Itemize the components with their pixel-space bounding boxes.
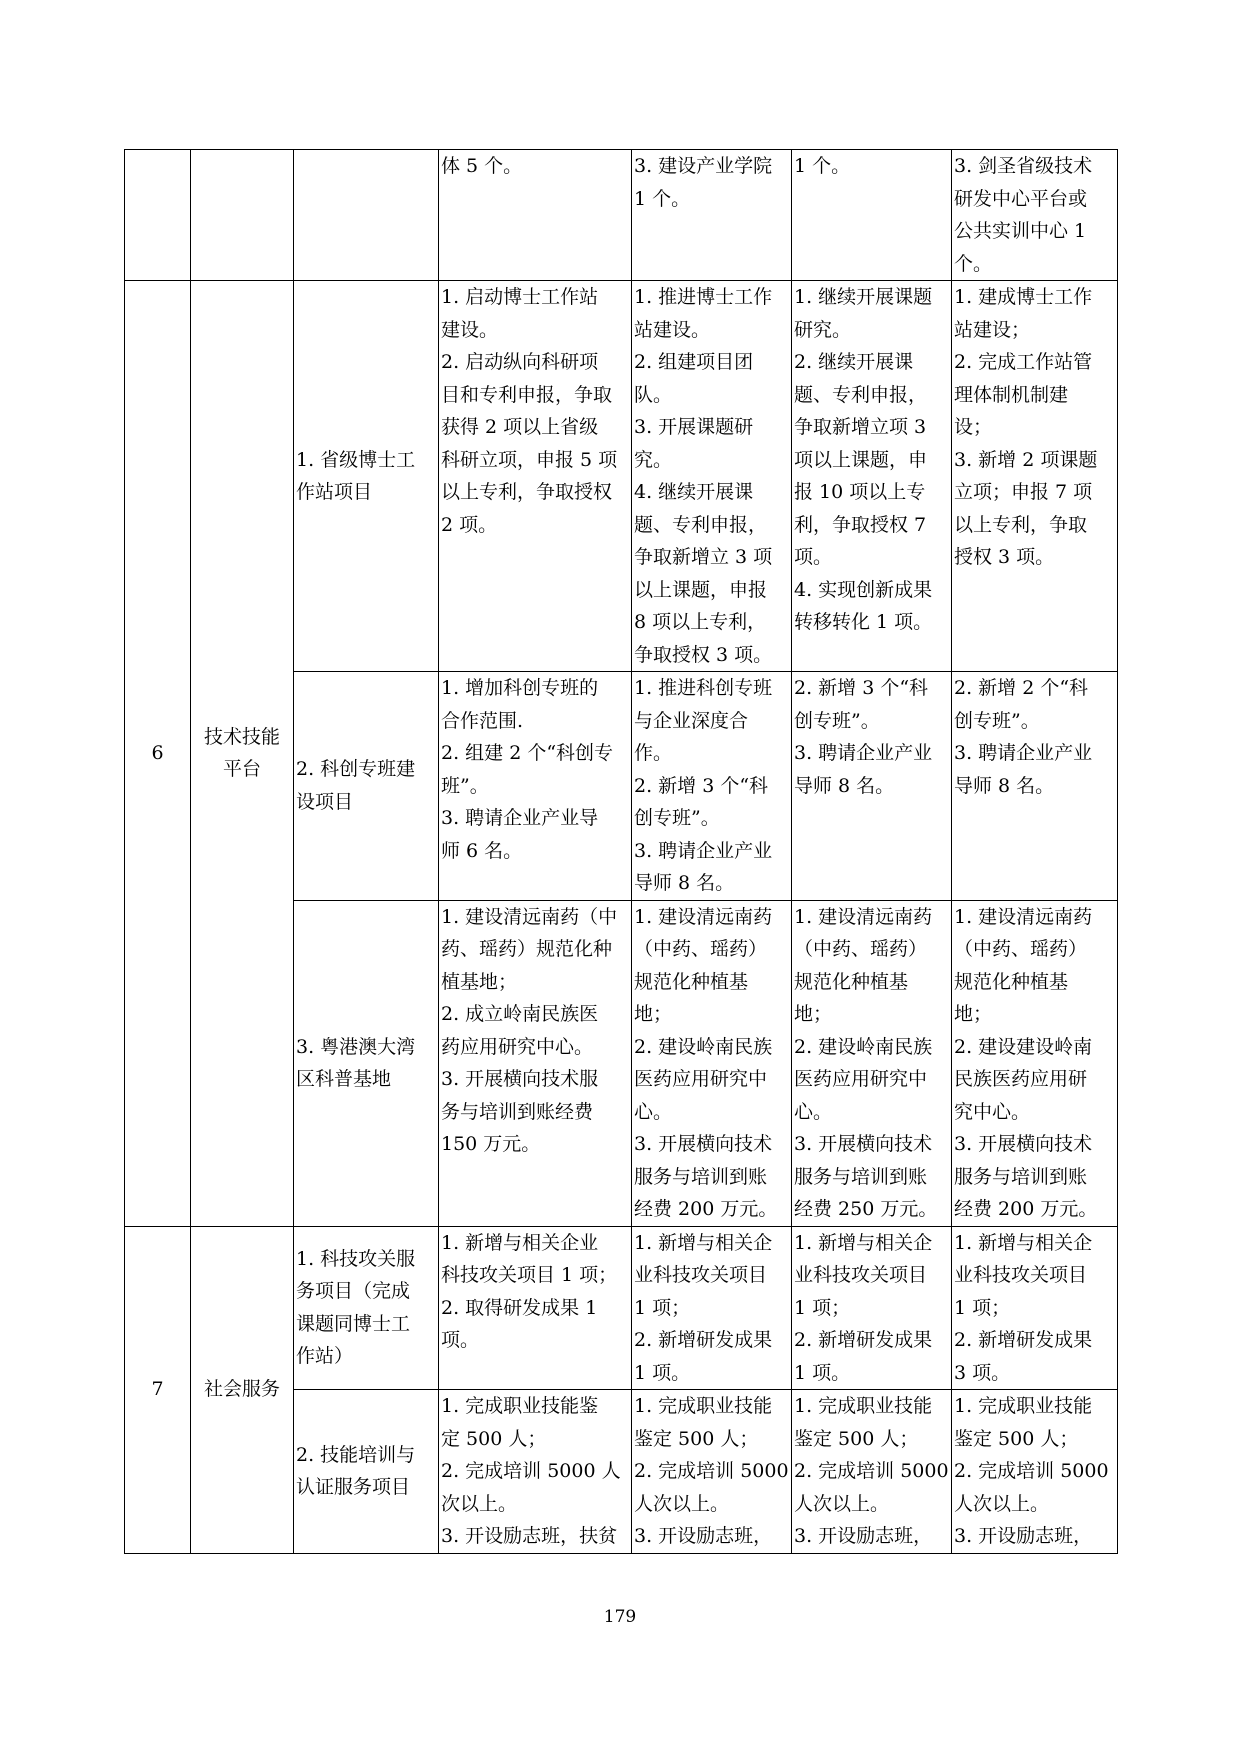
cell-text: 1. 继续开展课题 研究。 2. 继续开展课 题、专利申报， 争取新增立项 3 项以上课题，申 报 10 项以上专 利，争取授权 7 项。 4. 实现创新成果 转移转化 1 项。 — [792, 281, 952, 672]
cell-text: 1 个。 — [792, 150, 952, 281]
cell-text: 2. 新增 2 个“科 创专班”。 3. 聘请企业产业 导师 8 名。 — [952, 672, 1118, 901]
cell-text: 1. 新增与相关企 业科技攻关项目 1 项； 2. 新增研发成果 1 项。 — [632, 1226, 792, 1390]
table-row — [125, 150, 1118, 281]
cell-num: 7 — [125, 1226, 191, 1553]
cell-text: 1. 推进科创专班 与企业深度合 作。 2. 新增 3 个“科 创专班”。 3. 聘请企业产业 导师 8 名。 — [632, 672, 792, 901]
cell-text: 1. 完成职业技能鉴 定 500 人； 2. 完成培训 5000 人 次以上。 3. 开设励志班，扶贫 — [439, 1390, 632, 1554]
cell-text: 3. 建设产业学院 1 个。 — [632, 150, 792, 281]
cell-text: 1. 建设清远南药 （中药、瑶药） 规范化种植基 地； 2. 建设建设岭南 民族医药应用研 究中心。 3. 开展横向技术 服务与培训到账 经费 200 万元。 — [952, 900, 1118, 1226]
table-row — [125, 1226, 1118, 1390]
cell-text: 1. 建成博士工作 站建设； 2. 完成工作站管 理体制机制建 设； 3. 新增 2 项课题 立项；申报 7 项 以上专利，争取 授权 3 项。 — [952, 281, 1118, 672]
cell-project: 2. 科创专班建 设项目 — [294, 672, 439, 901]
cell-project: 1. 科技攻关服 务项目（完成 课题同博士工 作站） — [294, 1226, 439, 1390]
cell-text: 1. 新增与相关企业 科技攻关项目 1 项； 2. 取得研发成果 1 项。 — [439, 1226, 632, 1390]
cell-text: 1. 建设清远南药 （中药、瑶药） 规范化种植基 地； 2. 建设岭南民族 医药应用研究中 心。 3. 开展横向技术 服务与培训到账 经费 200 万元。 — [632, 900, 792, 1226]
cell-text: 1. 完成职业技能 鉴定 500 人； 2. 完成培训 5000 人次以上。 3. 开设励志班， — [792, 1390, 952, 1554]
cell-text: 1. 建设清远南药 （中药、瑶药） 规范化种植基 地； 2. 建设岭南民族 医药应用研究中 心。 3. 开展横向技术 服务与培训到账 经费 250 万元。 — [792, 900, 952, 1226]
cell-text: 1. 增加科创专班的 合作范围. 2. 组建 2 个“科创专 班”。 3. 聘请企业产业导 师 6 名。 — [439, 672, 632, 901]
cell-category: 社会服务 — [191, 1226, 294, 1553]
cell-category — [191, 150, 294, 281]
table-row — [125, 281, 1118, 672]
cell-text: 2. 新增 3 个“科 创专班”。 3. 聘请企业产业 导师 8 名。 — [792, 672, 952, 901]
cell-text: 体 5 个。 — [439, 150, 632, 281]
cell-project: 1. 省级博士工 作站项目 — [294, 281, 439, 672]
cell-project: 2. 技能培训与 认证服务项目 — [294, 1390, 439, 1554]
cell-text: 1. 完成职业技能 鉴定 500 人； 2. 完成培训 5000 人次以上。 3. 开设励志班， — [632, 1390, 792, 1554]
cell-num — [125, 150, 191, 281]
cell-text: 1. 新增与相关企 业科技攻关项目 1 项； 2. 新增研发成果 3 项。 — [952, 1226, 1118, 1390]
cell-text: 1. 完成职业技能 鉴定 500 人； 2. 完成培训 5000 人次以上。 3. 开设励志班， — [952, 1390, 1118, 1554]
plan-table — [124, 149, 1118, 1554]
cell-text: 1. 启动博士工作站 建设。 2. 启动纵向科研项 目和专利申报，争取 获得 2 项以上省级 科研立项，申报 5 项 以上专利，争取授权 2 项。 — [439, 281, 632, 672]
cell-text: 1. 新增与相关企 业科技攻关项目 1 项； 2. 新增研发成果 1 项。 — [792, 1226, 952, 1390]
cell-project: 3. 粤港澳大湾 区科普基地 — [294, 900, 439, 1226]
cell-category: 技术技能 平台 — [191, 281, 294, 1227]
cell-project — [294, 150, 439, 281]
cell-num: 6 — [125, 281, 191, 1227]
cell-text: 1. 建设清远南药（中 药、瑶药）规范化种 植基地； 2. 成立岭南民族医 药应用研究中心。 3. 开展横向技术服 务与培训到账经费 150 万元。 — [439, 900, 632, 1226]
cell-text: 1. 推进博士工作 站建设。 2. 组建项目团 队。 3. 开展课题研 究。 4. 继续开展课 题、专利申报， 争取新增立 3 项 以上课题，申报 8 项以上专利， 争取授权 3 项。 — [632, 281, 792, 672]
page-number: 179 — [603, 1607, 637, 1627]
cell-text: 3. 剑圣省级技术 研发中心平台或 公共实训中心 1 个。 — [952, 150, 1118, 281]
